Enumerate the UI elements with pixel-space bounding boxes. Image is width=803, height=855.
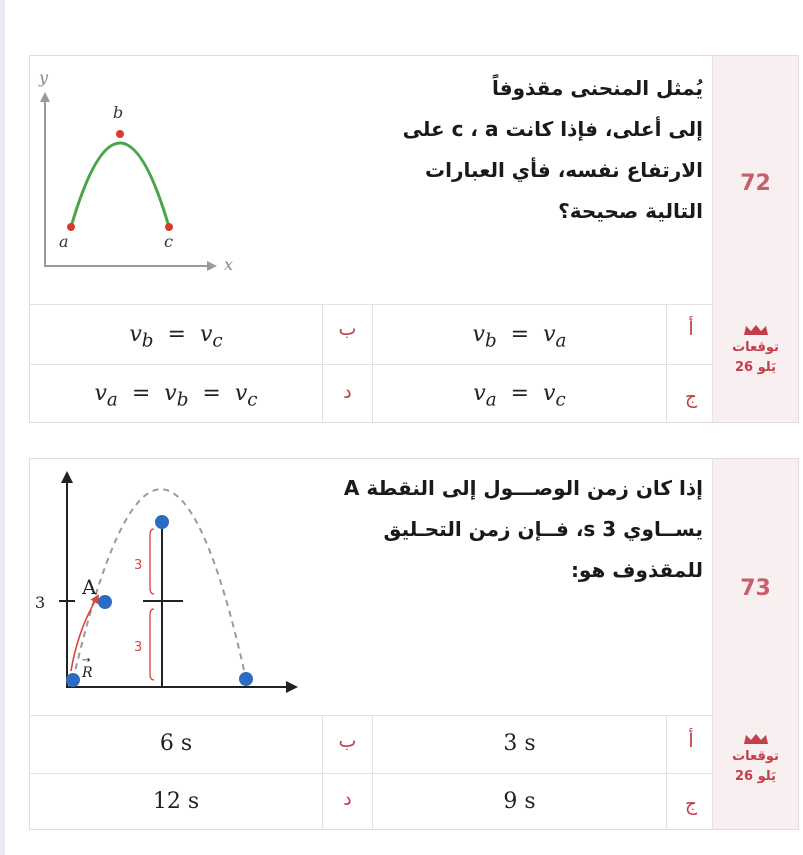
option-d[interactable]: 12 s [152,789,200,814]
lower-distance-label: 3 [134,640,143,655]
point-a-label: a [59,232,69,251]
question-text-line: التالية صحيحة؟ [558,199,703,223]
option-a[interactable]: 3 s [503,731,536,756]
option-letter: أ [688,730,694,752]
upper-distance-label: 3 [134,558,143,573]
question-text [373,68,703,232]
question-text-line: يُمثل المنحنى مقذوفاً [492,76,703,100]
point-b-label: b [113,103,124,122]
lower-brace [150,609,154,680]
option-letter: ج [684,793,698,815]
option-b[interactable]: $v_b = v_c$ [129,322,223,352]
upper-brace [150,529,154,594]
trajectory-graph [30,56,250,296]
option-letter: أ [688,318,694,340]
point-c-label: c [164,232,173,251]
option-c[interactable]: 9 s [503,789,536,814]
option-c[interactable]: $v_a = v_c$ [473,381,566,411]
vector-arrow-mark: → [82,655,91,666]
prediction-badge [713,733,798,787]
point-A-label: A [82,575,97,599]
question-number: 72 [740,171,771,196]
option-letter: د [343,381,352,403]
point-a-dot [67,223,75,231]
question-text-line: إذا كان زمن الوصـــول إلى النقطة A [343,476,703,500]
option-letter: ب [338,318,357,340]
crown-icon [743,324,769,336]
landing-point-dot [239,672,253,686]
point-A-dot [98,595,112,609]
badge-line-2: يَلو 26 [735,769,776,784]
left-edge-bar [0,0,5,855]
question-text [323,468,703,591]
option-d[interactable]: $v_a = v_b = v_c$ [94,381,258,411]
option-b[interactable]: 6 s [159,731,193,756]
start-point-dot [66,673,80,687]
option-letter: ب [338,730,357,752]
trajectory-curve [71,143,169,227]
badge-line-1: توقعات [732,340,779,355]
trajectory-graph [30,459,310,709]
x-axis-label: x [224,255,234,274]
badge-line-2: يَلو 26 [735,360,776,375]
peak-point-dot [155,515,169,529]
prediction-badge [713,324,798,378]
crown-icon [743,733,769,745]
question-73-card [29,458,799,830]
point-c-dot [165,223,173,231]
vector-R-label: R [82,665,93,681]
badge-line-1: توقعات [732,749,779,764]
question-72-card [29,55,799,423]
y-axis-label: y [39,68,49,87]
y-tick-label: 3 [35,593,46,612]
question-text-line: يســاوي 3 s، فــإن زمن التحـليق [383,517,703,541]
option-letter: ج [684,386,698,408]
question-text-line: للمقذوف هو: [570,558,703,582]
question-text-line: إلى أعلى، فإذا كانت c ، a على [402,117,703,141]
question-number: 73 [740,576,771,601]
question-text-line: الارتفاع نفسه، فأي العبارات [425,158,703,182]
point-b-dot [116,130,124,138]
option-letter: د [343,788,352,810]
option-a[interactable]: $v_b = v_a$ [472,322,567,352]
